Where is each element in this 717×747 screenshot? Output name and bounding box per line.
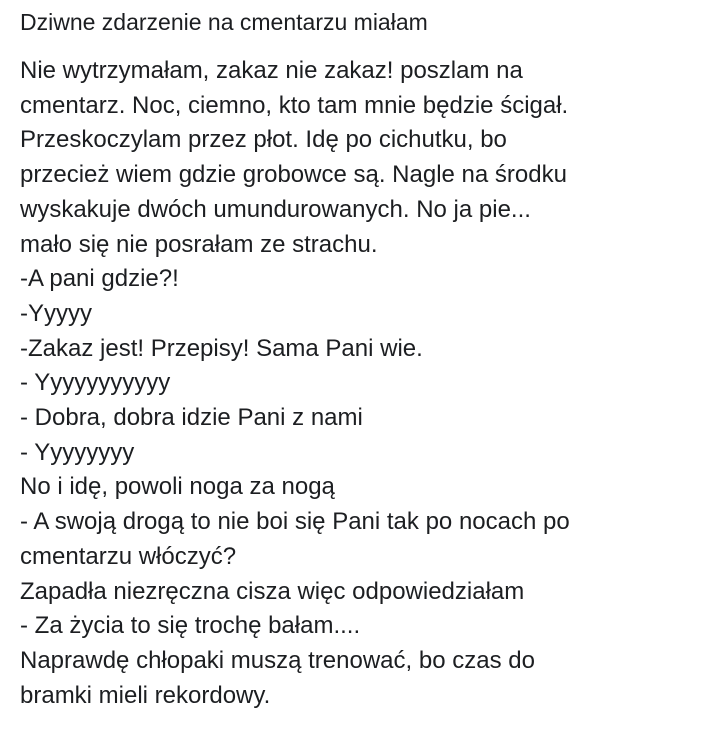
post-line: mało się nie posrałam ze strachu. — [20, 230, 378, 258]
post-line: - Yyyyyyyyyyy — [20, 369, 171, 397]
post-line: -Zakaz jest! Przepisy! Sama Pani wie. — [20, 334, 423, 362]
post-line: - Yyyyyyyy — [20, 438, 135, 466]
post-line: -A pani gdzie?! — [20, 265, 179, 293]
post-line: - A swoją drogą to nie boi się Pani tak po nocach po — [20, 508, 570, 536]
post-line: przecież wiem gdzie grobowce są. Nagle na środku — [20, 161, 567, 189]
post-line: bramki mieli rekordowy. — [20, 681, 271, 709]
post-line: wyskakuje dwóch umundurowanych. No ja pie... — [20, 195, 531, 223]
post-title: Dziwne zdarzenie na cmentarzu miałam — [20, 9, 428, 35]
post-line: - Dobra, dobra idzie Pani z nami — [20, 404, 363, 432]
post-line: Przeskoczylam przez płot. Idę po cichutku, bo — [20, 126, 507, 154]
post-line: Naprawdę chłopaki muszą trenować, bo czas do — [20, 646, 535, 674]
post-line: cmentarz. Noc, ciemno, kto tam mnie będzie ścigał. — [20, 91, 569, 119]
post — [20, 0, 710, 713]
post-line: -Yyyyy — [20, 299, 92, 327]
post-line: - Za życia to się trochę bałam.... — [20, 612, 361, 640]
post-line: cmentarzu włóczyć? — [20, 542, 237, 570]
post-body — [20, 54, 710, 713]
post-line: No i idę, powoli noga za nogą — [20, 473, 335, 501]
post-line: Zapadła niezręczna cisza więc odpowiedziałam — [20, 577, 525, 605]
post-line: Nie wytrzymałam, zakaz nie zakaz! poszlam na — [20, 57, 523, 84]
